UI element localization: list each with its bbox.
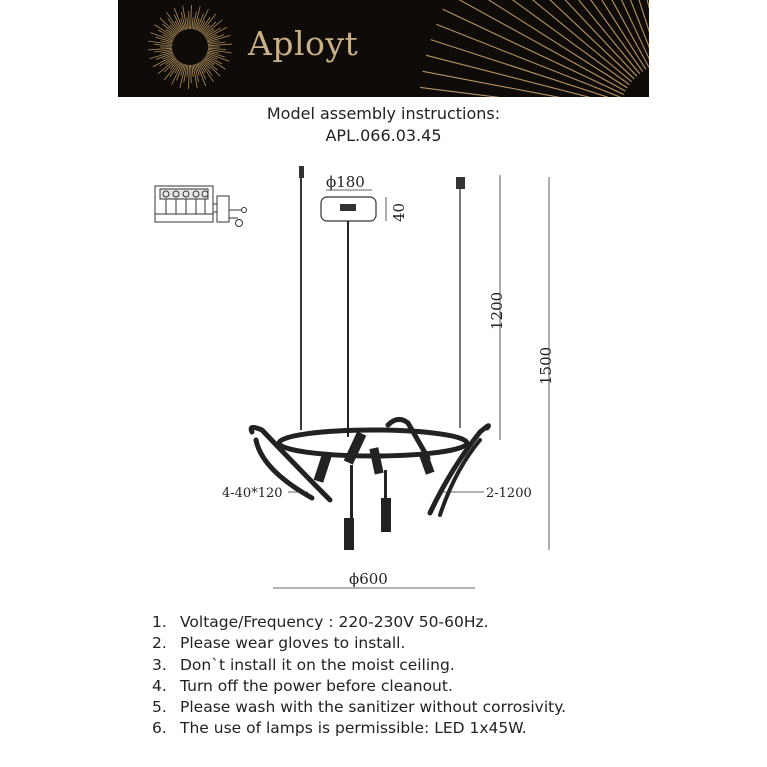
list-item: 1. Voltage/Frequency : 220-230V 50-60Hz. <box>152 613 489 631</box>
page-title: Model assembly instructions: <box>266 104 501 123</box>
brand-logo-text: Aployt <box>248 24 359 63</box>
right-suspension-cable <box>456 177 465 428</box>
cable-callout: 2-1200 <box>486 486 532 501</box>
list-item: 5. Please wash with the sanitizer without corrosivity. <box>152 698 567 717</box>
cable-length-label: 1200 <box>488 291 506 330</box>
list-item: 3. Don`t install it on the moist ceiling. <box>152 655 455 674</box>
ring-diameter-label: ϕ600 <box>349 570 388 588</box>
list-item: 6. The use of lamps is permissible: LED 1x45W. <box>152 719 527 738</box>
total-height-label: 1500 <box>537 346 555 385</box>
ceiling-canopy <box>321 197 376 437</box>
canopy-height-label: 40 <box>390 202 408 222</box>
terminal-block-icon <box>155 186 247 227</box>
spotlights <box>314 431 435 550</box>
instruction-list <box>152 612 566 740</box>
canopy-diameter-label: ϕ180 <box>326 173 365 191</box>
model-number: APL.066.03.45 <box>325 126 442 145</box>
list-item: 4. Turn off the power before cleanout. <box>152 676 453 695</box>
chandelier-body <box>251 419 488 515</box>
spotlight-size-callout: 4-40*120 <box>222 486 283 501</box>
list-item: 2. Please wear gloves to install. <box>152 634 406 653</box>
left-suspension-cable <box>299 166 304 430</box>
